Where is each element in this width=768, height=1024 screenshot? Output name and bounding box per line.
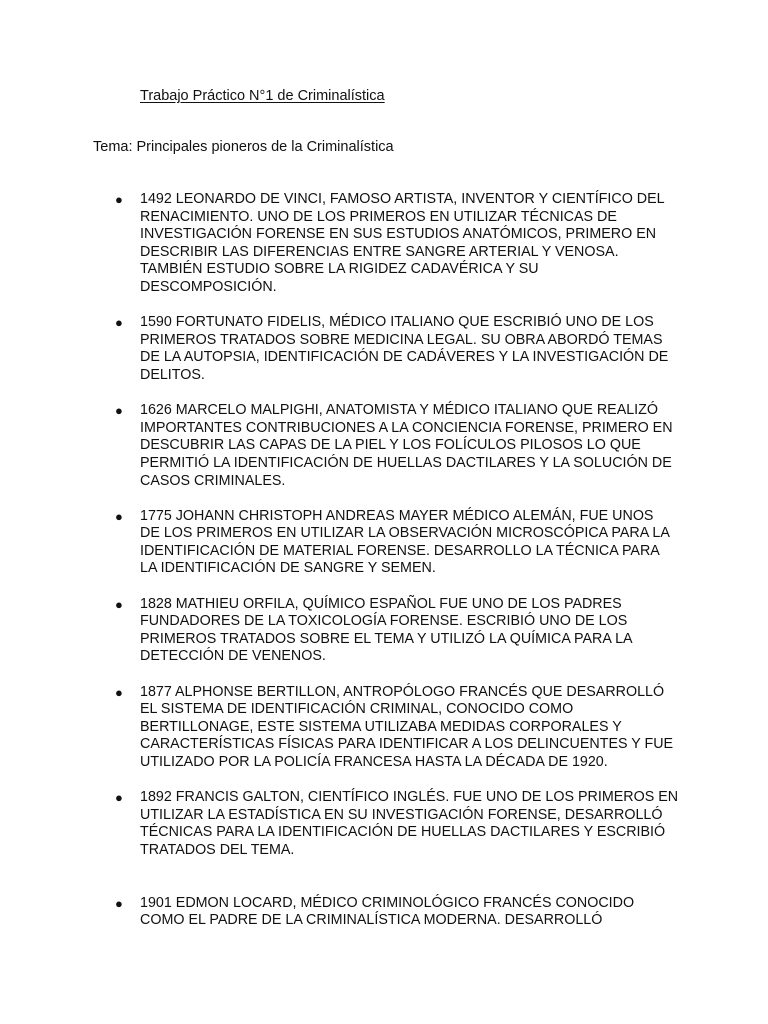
bullet-icon: ● xyxy=(115,596,123,612)
list-item-text: 1892 FRANCIS GALTON, CIENTÍFICO INGLÉS. FUE UNO DE LOS PRIMEROS EN UTILIZAR LA ESTADÍSTICA EN SU INVESTIGACIÓN FORENSE, DESARROLLÓ TÉCNICAS PARA LA IDENTIFICACIÓN DE HUELLAS DACTILARES Y ESCRIBIÓ TRATADOS DEL TEMA. xyxy=(140,789,679,858)
list-item xyxy=(0,895,768,930)
list-item-text: 1492 LEONARDO DE VINCI, FAMOSO ARTISTA, INVENTOR Y CIENTÍFICO DEL RENACIMIENTO. UNO DE LOS PRIMEROS EN UTILIZAR TÉCNICAS DE INVESTIGACIÓN FORENSE EN SUS ESTUDIOS ANATÓMICOS, PRIMERO EN DESCRIBIR LAS DIFERENCIAS ENTRE SANGRE ARTERIAL Y VENOSA. TAMBIÉN ESTUDIO SOBRE LA RIGIDEZ CADAVÉRICA Y SU DESCOMPOSICIÓN. xyxy=(140,191,665,295)
bullet-icon: ● xyxy=(115,403,123,419)
list-item xyxy=(0,508,768,578)
document-subject: Tema: Principales pioneros de la Criminalística xyxy=(93,139,394,155)
list-item-text: 1626 MARCELO MALPIGHI, ANATOMISTA Y MÉDICO ITALIANO QUE REALIZÓ IMPORTANTES CONTRIBUCIONES A LA CONCIENCIA FORENSE, PRIMERO EN DESCUBRIR LAS CAPAS DE LA PIEL Y LOS FOLÍCULOS PILOSOS LO QUE PERMITIÓ LA IDENTIFICACIÓN DE HUELLAS DACTILARES Y LA SOLUCIÓN DE CASOS CRIMINALES. xyxy=(140,402,673,489)
list-item-text: 1590 FORTUNATO FIDELIS, MÉDICO ITALIANO QUE ESCRIBIÓ UNO DE LOS PRIMEROS TRATADOS SOBRE MEDICINA LEGAL. SU OBRA ABORDÓ TEMAS DE LA AUTOPSIA, IDENTIFICACIÓN DE CADÁVERES Y LA INVESTIGACIÓN DE DELITOS. xyxy=(140,314,669,383)
list-item xyxy=(0,314,768,384)
list-item xyxy=(0,191,768,297)
bullet-icon: ● xyxy=(115,508,123,524)
list-item-text: 1877 ALPHONSE BERTILLON, ANTROPÓLOGO FRANCÉS QUE DESARROLLÓ EL SISTEMA DE IDENTIFICACIÓN CRIMINAL, CONOCIDO COMO BERTILLONAGE, ESTE SISTEMA UTILIZABA MEDIDAS CORPORALES Y CARACTERÍSTICAS FÍSICAS PARA IDENTIFICAR A LOS DELINCUENTES Y FUE UTILIZADO POR LA POLICÍA FRANCESA HASTA LA DÉCADA DE 1920. xyxy=(140,683,674,770)
list-item xyxy=(0,684,768,772)
list-item-text: 1901 EDMON LOCARD, MÉDICO CRIMINOLÓGICO FRANCÉS CONOCIDO COMO EL PADRE DE LA CRIMINALÍSTICA MODERNA. DESARROLLÓ xyxy=(140,894,635,929)
bullet-icon: ● xyxy=(115,315,123,331)
list-item xyxy=(0,789,768,859)
bullet-icon: ● xyxy=(115,684,123,700)
bullet-icon: ● xyxy=(115,895,123,911)
bullet-icon: ● xyxy=(115,192,123,207)
list-item-text: 1775 JOHANN CHRISTOPH ANDREAS MAYER MÉDICO ALEMÁN, FUE UNOS DE LOS PRIMEROS EN UTILIZAR LA OBSERVACIÓN MICROSCÓPICA PARA LA IDENTIFICACIÓN DE MATERIAL FORENSE. DESARROLLO LA TÉCNICA PARA LA IDENTIFICACIÓN DE SANGRE Y SEMEN. xyxy=(140,507,670,577)
bullet-icon: ● xyxy=(115,790,123,806)
list-item xyxy=(0,402,768,490)
pioneers-list xyxy=(0,191,768,947)
list-item xyxy=(0,596,768,666)
document-title: Trabajo Práctico N°1 de Criminalística xyxy=(140,88,385,104)
list-item-text: 1828 MATHIEU ORFILA, QUÍMICO ESPAÑOL FUE UNO DE LOS PADRES FUNDADORES DE LA TOXICOLOGÍA FORENSE. ESCRIBIÓ UNO DE LOS PRIMEROS TRATADOS SOBRE EL TEMA Y UTILIZÓ LA QUÍMICA PARA LA DETECCIÓN DE VENENOS. xyxy=(140,595,633,665)
